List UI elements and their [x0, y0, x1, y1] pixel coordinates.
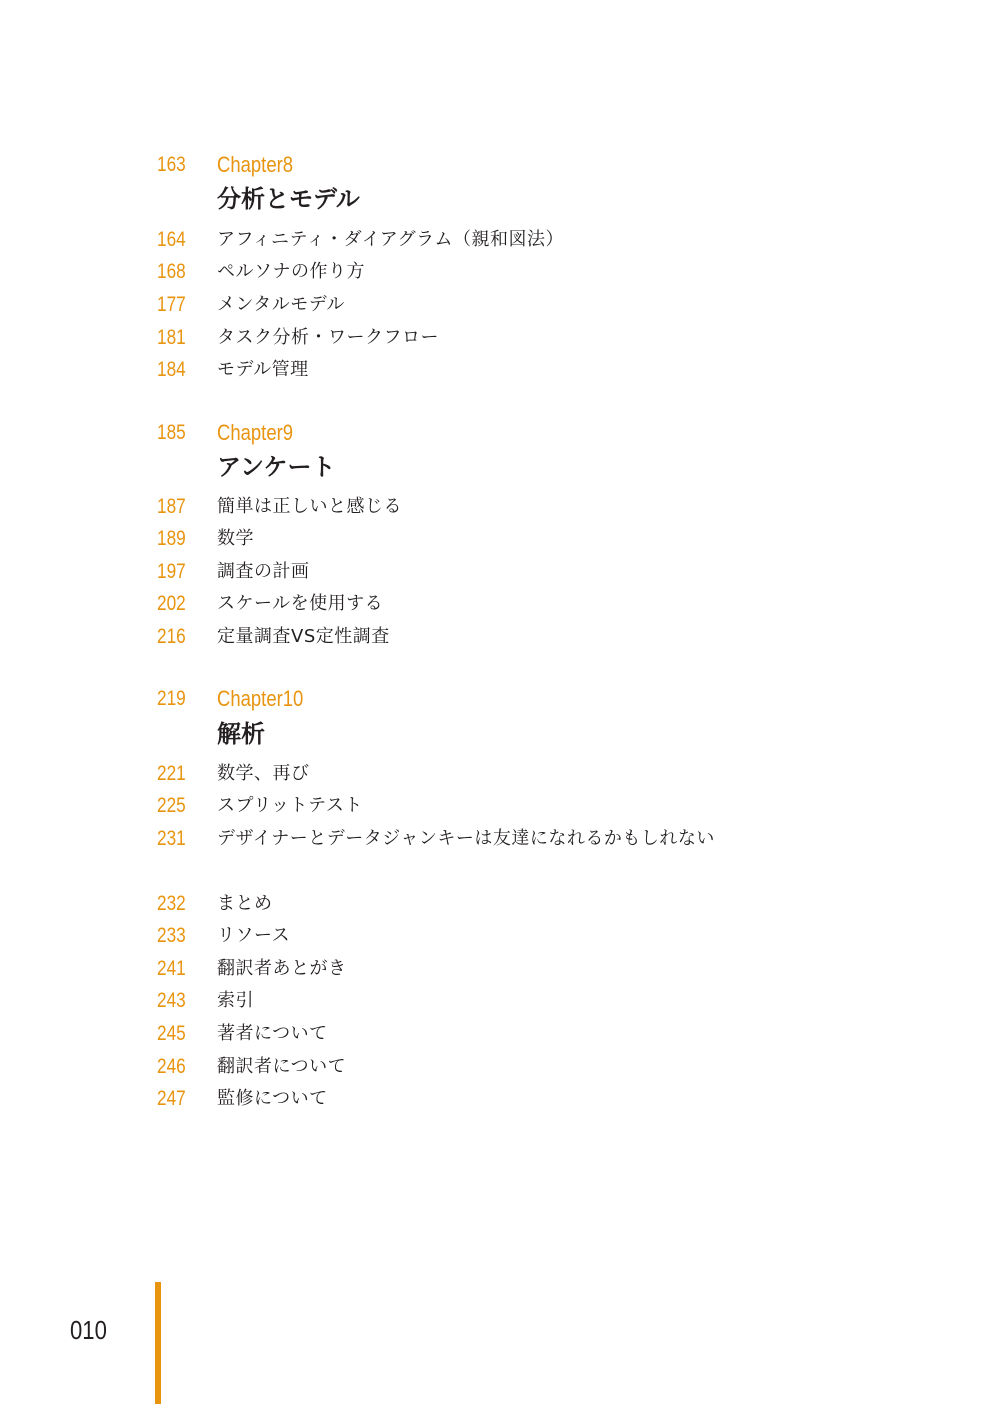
entry-title: メンタルモデル — [217, 294, 345, 315]
chapter-page-number: 163 — [157, 153, 186, 176]
entry-page-number: 197 — [157, 560, 186, 583]
entry-title: タスク分析・ワークフロー — [217, 327, 439, 348]
entry-page-number: 216 — [157, 625, 186, 648]
entry-title: モデル管理 — [217, 359, 309, 380]
chapter-label: Chapter9 — [217, 420, 294, 445]
entry-title: 数学 — [217, 528, 254, 549]
chapter-title: アンケート — [217, 453, 336, 481]
entry-page-number: 233 — [157, 924, 186, 947]
entry-title: 簡単は正しいと感じる — [217, 496, 402, 517]
chapter-page-number: 219 — [157, 687, 186, 710]
accent-rule — [155, 1282, 161, 1404]
entry-page-number: 225 — [157, 794, 186, 817]
entry-title: スプリットテスト — [217, 795, 363, 816]
entry-page-number: 245 — [157, 1022, 186, 1045]
entry-title: 索引 — [217, 990, 254, 1011]
chapter-title: 分析とモデル — [217, 185, 360, 213]
entry-page-number: 221 — [157, 762, 186, 785]
entry-page-number: 246 — [157, 1055, 186, 1078]
entry-page-number: 164 — [157, 228, 186, 251]
entry-page-number: 202 — [157, 592, 186, 615]
entry-title: 翻訳者あとがき — [217, 958, 347, 979]
chapter-page-number: 185 — [157, 421, 186, 444]
entry-title: デザイナーとデータジャンキーは友達になれるかもしれない — [217, 828, 715, 849]
entry-title: 数学、再び — [217, 763, 310, 784]
entry-page-number: 241 — [157, 957, 186, 980]
entry-title: まとめ — [217, 893, 273, 914]
entry-title: 監修について — [217, 1088, 328, 1109]
entry-page-number: 184 — [157, 358, 186, 381]
entry-page-number: 232 — [157, 892, 186, 915]
entry-page-number: 177 — [157, 293, 186, 316]
entry-page-number: 181 — [157, 326, 186, 349]
chapter-title: 解析 — [217, 720, 265, 748]
entry-title: 翻訳者について — [217, 1056, 347, 1077]
entry-title: アフィニティ・ダイアグラム（親和図法） — [217, 229, 564, 250]
page-folio: 010 — [70, 1315, 107, 1345]
entry-title: 定量調査VS定性調査 — [217, 626, 390, 647]
entry-page-number: 243 — [157, 989, 186, 1012]
entry-title: スケールを使用する — [217, 593, 384, 614]
entry-title: 調査の計画 — [217, 561, 310, 582]
entry-title: 著者について — [217, 1023, 328, 1044]
entry-title: ペルソナの作り方 — [217, 261, 365, 282]
entry-page-number: 187 — [157, 495, 186, 518]
entry-title: リソース — [217, 925, 291, 946]
entry-page-number: 168 — [157, 260, 186, 283]
chapter-label: Chapter8 — [217, 152, 294, 177]
entry-page-number: 189 — [157, 527, 186, 550]
chapter-label: Chapter10 — [217, 686, 304, 711]
entry-page-number: 247 — [157, 1087, 186, 1110]
entry-page-number: 231 — [157, 827, 186, 850]
